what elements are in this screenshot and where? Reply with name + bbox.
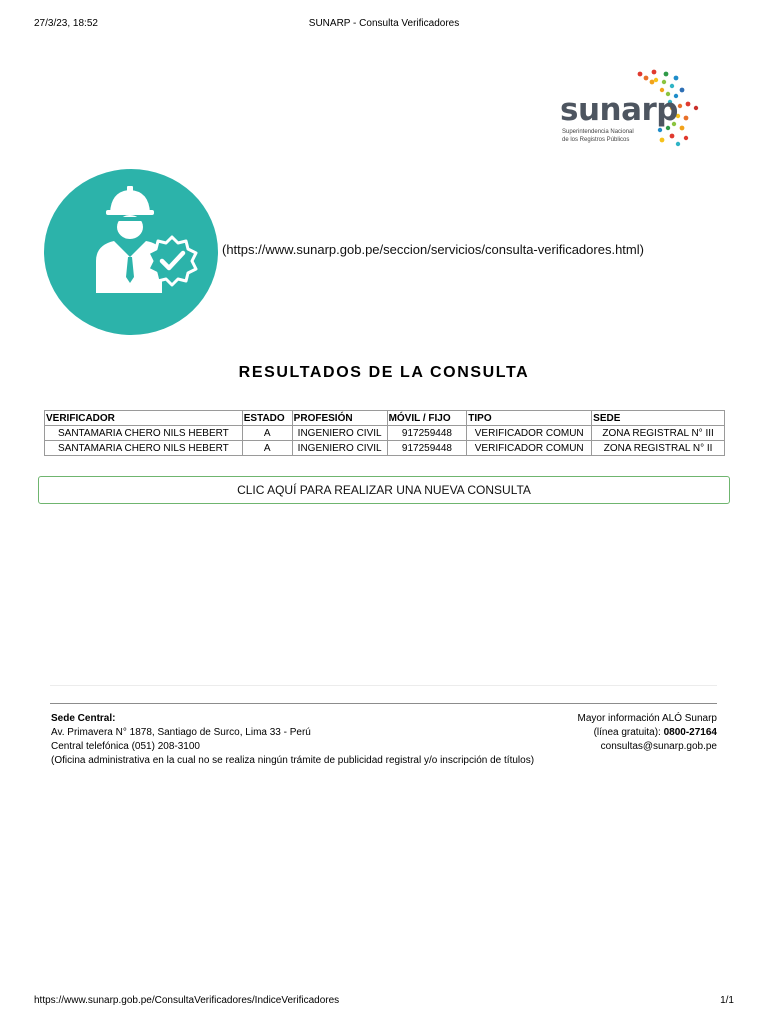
sede-central-label: Sede Central:	[51, 713, 116, 724]
cell-profesion: INGENIERO CIVIL	[292, 441, 387, 456]
engineer-with-verified-badge-icon[interactable]	[44, 169, 218, 335]
results-table	[44, 410, 725, 456]
cell-sede: ZONA REGISTRAL N° III	[592, 426, 725, 441]
results-title: RESULTADOS DE LA CONSULTA	[238, 364, 530, 381]
col-header-sede: SEDE	[592, 411, 725, 426]
cell-verificador: SANTAMARIA CHERO NILS HEBERT	[45, 426, 243, 441]
col-header-profesion: PROFESIÓN	[292, 411, 387, 426]
central-phone: Central telefónica (051) 208-3100	[51, 741, 200, 752]
table-row	[45, 441, 725, 456]
col-header-verificador: VERIFICADOR	[45, 411, 243, 426]
free-line-number[interactable]: 0800-27164	[663, 727, 717, 738]
tagline-line-1: Superintendencia Nacional	[562, 129, 634, 135]
new-query-button[interactable]: CLIC AQUÍ PARA REALIZAR UNA NUEVA CONSULTA	[38, 476, 730, 504]
print-datetime: 27/3/23, 18:52	[34, 18, 98, 29]
sede-address: Av. Primavera N° 1878, Santiago de Surco, Lima 33 - Perú	[51, 727, 311, 738]
table-header-row	[45, 411, 725, 426]
cell-verificador: SANTAMARIA CHERO NILS HEBERT	[45, 441, 243, 456]
footer-support-info	[577, 712, 717, 754]
print-page-title: SUNARP - Consulta Verificadores	[308, 18, 460, 29]
print-header	[0, 18, 768, 32]
sunarp-tagline	[562, 128, 634, 144]
sunarp-wordmark: sunarp	[560, 92, 678, 128]
print-footer-url: https://www.sunarp.gob.pe/ConsultaVerificadores/IndiceVerificadores	[34, 995, 340, 1006]
free-line	[577, 726, 717, 740]
consulta-verificadores-link[interactable]: (https://www.sunarp.gob.pe/seccion/servicios/consulta-verificadores.html)	[222, 242, 644, 257]
cell-estado: A	[242, 441, 292, 456]
cell-profesion: INGENIERO CIVIL	[292, 426, 387, 441]
cell-movil-fijo: 917259448	[387, 426, 467, 441]
alo-sunarp-info: Mayor información ALÓ Sunarp	[577, 713, 717, 724]
col-header-tipo: TIPO	[467, 411, 592, 426]
office-note: (Oficina administrativa en la cual no se realiza ningún trámite de publicidad registral y/o inscripción de títulos)	[51, 755, 535, 766]
cell-tipo: VERIFICADOR COMUN	[467, 441, 592, 456]
footer-divider	[50, 703, 717, 704]
col-header-movil-fijo: MÓVIL / FIJO	[387, 411, 467, 426]
cell-movil-fijo: 917259448	[387, 441, 467, 456]
col-header-estado: ESTADO	[242, 411, 292, 426]
footer-contact-info	[51, 712, 534, 768]
tagline-line-2: de los Registros Públicos	[562, 137, 630, 143]
support-email[interactable]: consultas@sunarp.gob.pe	[600, 741, 717, 752]
cell-sede: ZONA REGISTRAL N° II	[592, 441, 725, 456]
sunarp-logo[interactable]	[560, 68, 720, 152]
footer-divider-light	[50, 685, 717, 686]
cell-tipo: VERIFICADOR COMUN	[467, 426, 592, 441]
cell-estado: A	[242, 426, 292, 441]
free-line-label: (línea gratuita):	[593, 727, 664, 738]
print-page-count: 1/1	[720, 995, 734, 1006]
table-row	[45, 426, 725, 441]
